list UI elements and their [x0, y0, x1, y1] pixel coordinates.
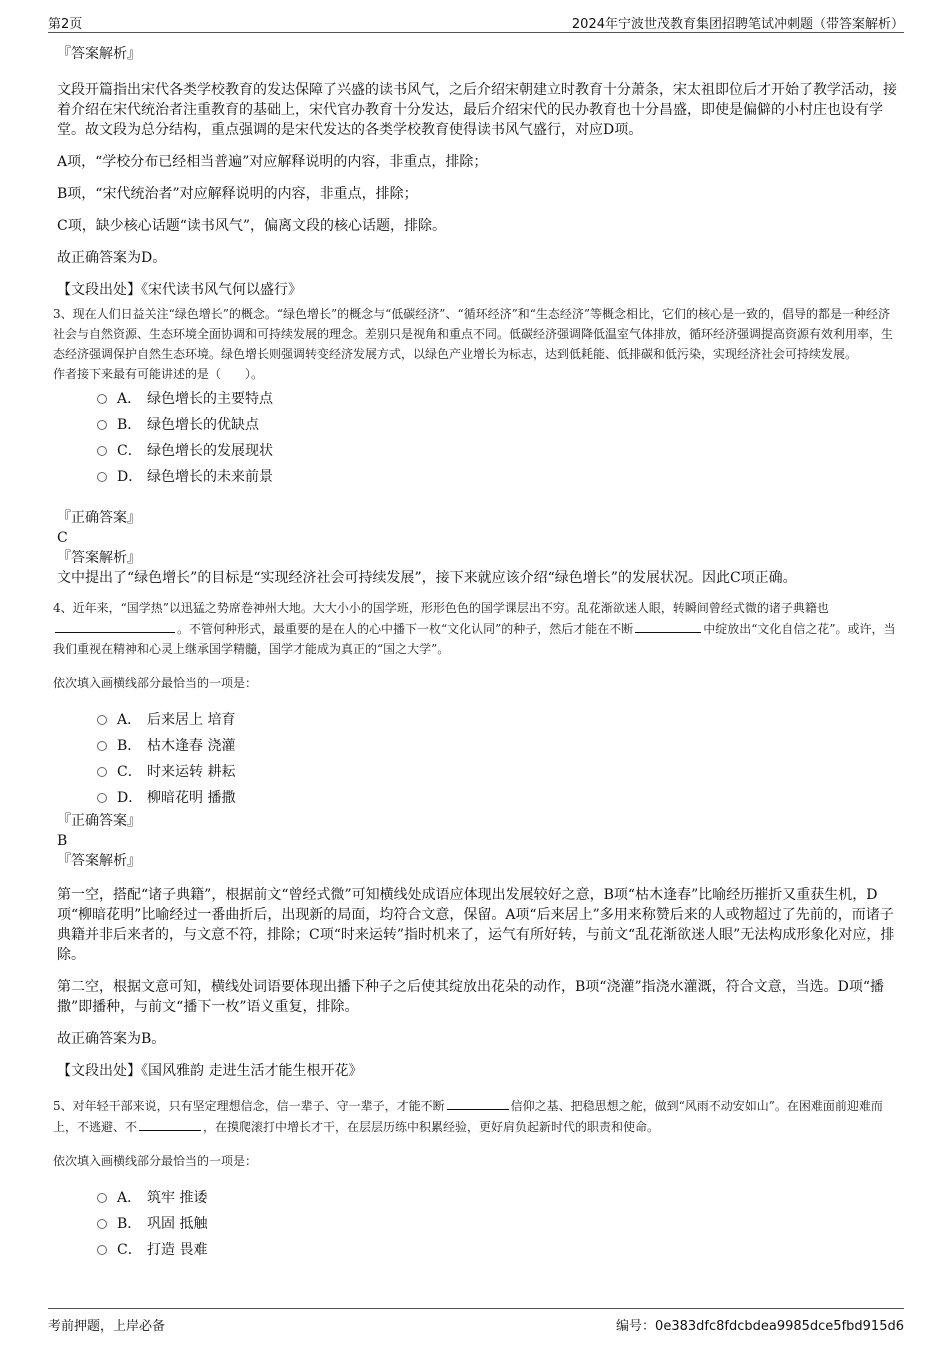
question-prompt: 依次填入画横线部分最恰当的一项是： [53, 676, 258, 690]
q2-analysis-paragraph: 文段开篇指出宋代各类学校教育的发达保障了兴盛的读书风气，之后介绍宋朝建立时教育十分萧条，宋太祖即位后才开始了教学活动，接着介绍在宋代统治者注重教育的基础上，宋代官办教育十分发达，最后介绍宋代的民办教育也十分昌盛，即使是偏僻的小村庄也设有学堂。故文段为总分结构，重点强调的是宋代发达的各类学校教育使得读书风气盛行，对应D项。 [57, 82, 897, 138]
analysis-label: 『答案解析』 [57, 46, 141, 62]
option-text: 绿色增长的优缺点 [147, 417, 259, 433]
option-a[interactable] [97, 386, 897, 412]
option-text: 枯木逢春 浇灌 [147, 738, 236, 754]
radio-icon[interactable] [97, 472, 107, 482]
q3-analysis: 文中提出了“绿色增长”的目标是“实现经济社会可持续发展”，接下来就应该介绍“绿色增长”的发展状况。因此C项正确。 [57, 570, 797, 586]
question-3 [53, 304, 897, 588]
option-letter: B． [117, 738, 142, 754]
source-label: 【文段出处】 [57, 1063, 141, 1079]
fill-blank [635, 618, 701, 633]
q2-source [57, 280, 897, 300]
q4-analysis-second: 第二空，根据文意可知，横线处词语要体现出播下种子之后使其绽放出花朵的动作，B项“浇灌”指浇水灌溉，符合文意，当选。D项“播撒”即播种，与前文“播下一枚”语义重复，排除。 [57, 979, 884, 1015]
q2-conclusion: 故正确答案为D。 [57, 250, 167, 266]
radio-icon[interactable] [97, 715, 107, 725]
source-label: 【文段出处】 [57, 282, 141, 298]
radio-icon[interactable] [97, 1193, 107, 1203]
option-letter: D． [117, 790, 143, 806]
question-prompt: 依次填入画横线部分最恰当的一项是： [53, 1154, 258, 1168]
question-5 [53, 1095, 897, 1263]
stem-part: 信仰之基、把稳思想之舵，做到“风雨不动安如山”。在困难面前迎难而上，不逃避、不 [53, 1099, 883, 1134]
q2-analysis-b: B项，“宋代统治者”对应解释说明的内容，非重点，排除； [57, 186, 418, 202]
radio-icon[interactable] [97, 420, 107, 430]
q4-analysis-first: 第一空，搭配“诸子典籍”，根据前文“曾经式微”可知横线处成语应体现出发展较好之意，B项“枯木逢春”比喻经历摧折又重获生机，D项“柳暗花明”比喻经过一番曲折后，出现新的局面，均符合文意，保留。A项“后来居上”多用来称赞后来的人或物超过了先前的，而诸子典籍并非后来者的，与文意不符，排除；C项“时来运转”指时机来了，运气有所好转，与前文“乱花渐欲迷人眼”无法构成形象化对应，排除。 [57, 887, 895, 963]
option-d[interactable] [97, 464, 897, 490]
radio-icon[interactable] [97, 394, 107, 404]
fill-blank [447, 1095, 509, 1110]
source-title: 《国风雅韵 走进生活才能生根开花》 [141, 1063, 363, 1079]
radio-icon[interactable] [97, 1219, 107, 1229]
page-content [53, 38, 897, 1263]
correct-answer: B [57, 833, 68, 849]
question-4 [53, 598, 897, 1081]
stem-part: 4、近年来，“国学热”以迅猛之势席卷神州大地。大大小小的国学班，形形色色的国学课层出不穷。乱花渐欲迷人眼，转瞬间曾经式微的诸子典籍也 [53, 601, 829, 615]
question-stem [53, 1095, 897, 1137]
option-d[interactable] [97, 785, 897, 811]
radio-icon[interactable] [97, 1245, 107, 1255]
stem-part: 中绽放出“文化自信之花”。或许，当我们重视在精神和心灵上继承国学精髓，国学才能成为真正的“国之大学”。 [53, 622, 896, 656]
option-list [97, 707, 897, 811]
source-title: 《宋代读书风气何以盛行》 [141, 282, 302, 298]
option-letter: A． [117, 1190, 142, 1206]
q4-source [57, 1061, 897, 1081]
analysis-label: 『答案解析』 [57, 550, 141, 566]
option-list [97, 1185, 897, 1263]
option-letter: A． [117, 712, 142, 728]
stem-part: ，在摸爬滚打中增长才干，在层层历练中积累经验，更好肩负起新时代的职责和使命。 [203, 1120, 660, 1134]
option-b[interactable] [97, 412, 897, 438]
radio-icon[interactable] [97, 446, 107, 456]
option-list [97, 386, 897, 490]
option-letter: A． [117, 391, 142, 407]
option-a[interactable] [97, 707, 897, 733]
option-text: 绿色增长的发展现状 [147, 443, 273, 459]
option-text: 绿色增长的主要特点 [147, 391, 273, 407]
option-letter: C． [117, 764, 142, 780]
radio-icon[interactable] [97, 767, 107, 777]
fill-blank [55, 618, 175, 633]
correct-answer: C [57, 530, 68, 546]
option-text: 时来运转 耕耘 [147, 764, 236, 780]
page-number: 第2页 [48, 17, 83, 32]
q2-analysis-c: C项，缺少核心话题“读书风气”，偏离文段的核心话题，排除。 [57, 218, 447, 234]
radio-icon[interactable] [97, 793, 107, 803]
option-text: 柳暗花明 播撒 [147, 790, 236, 806]
footer-slogan: 考前押题，上岸必备 [48, 1319, 166, 1334]
option-letter: D． [117, 469, 143, 485]
option-letter: B． [117, 417, 142, 433]
stem-part: 。不管何种形式，最重要的是在人的心中播下一枚“文化认同”的种子，然后才能在不断 [177, 622, 634, 636]
page-footer [48, 1308, 904, 1333]
question-prompt: 作者接下来最有可能讲述的是（ ）。 [53, 367, 264, 381]
document-code: 编号：0e383dfc8fdcbdea9985dce5fbd915d6 [616, 1319, 904, 1334]
option-c[interactable] [97, 759, 897, 785]
answer-label: 『正确答案』 [57, 813, 141, 829]
fill-blank [139, 1116, 201, 1131]
q2-analysis-section [57, 44, 897, 300]
option-c[interactable] [97, 438, 897, 464]
question-stem: 3、现在人们日益关注“绿色增长”的概念。“绿色增长”的概念与“低碳经济”、“循环经济”和“生态经济”等概念相比，它们的核心是一致的，倡导的都是一种经济社会与自然资源、生态环境全面协调和可持续发展的理念。差别只是视角和重点不同。低碳经济强调降低温室气体排放，循环经济强调提高资源有效利用率，生态经济强调保护自然生态环境。绿色增长则强调转变经济发展方式，以绿色产业增长为标志，达到低耗能、低排碳和低污染，实现经济社会可持续发展。 [53, 307, 894, 361]
option-b[interactable] [97, 1211, 897, 1237]
analysis-label: 『答案解析』 [57, 853, 141, 869]
document-title: 2024年宁波世茂教育集团招聘笔试冲刺题（带答案解析） [571, 17, 904, 32]
option-letter: B． [117, 1216, 142, 1232]
option-c[interactable] [97, 1237, 897, 1263]
option-letter: C． [117, 1242, 142, 1258]
answer-label: 『正确答案』 [57, 510, 141, 526]
question-stem [53, 598, 897, 659]
q4-conclusion: 故正确答案为B。 [57, 1031, 166, 1047]
option-letter: C． [117, 443, 142, 459]
page-header [48, 10, 904, 33]
option-text: 筑牢 推诿 [147, 1190, 208, 1206]
q2-analysis-a: A项，“学校分布已经相当普遍”对应解释说明的内容，非重点，排除； [57, 154, 488, 170]
option-text: 巩固 抵触 [147, 1216, 208, 1232]
option-text: 打造 畏难 [147, 1242, 208, 1258]
stem-part: 5、对年轻干部来说，只有坚定理想信念，信一辈子、守一辈子，才能不断 [53, 1099, 445, 1113]
option-a[interactable] [97, 1185, 897, 1211]
radio-icon[interactable] [97, 741, 107, 751]
option-text: 后来居上 培育 [147, 712, 236, 728]
option-b[interactable] [97, 733, 897, 759]
option-text: 绿色增长的未来前景 [147, 469, 273, 485]
